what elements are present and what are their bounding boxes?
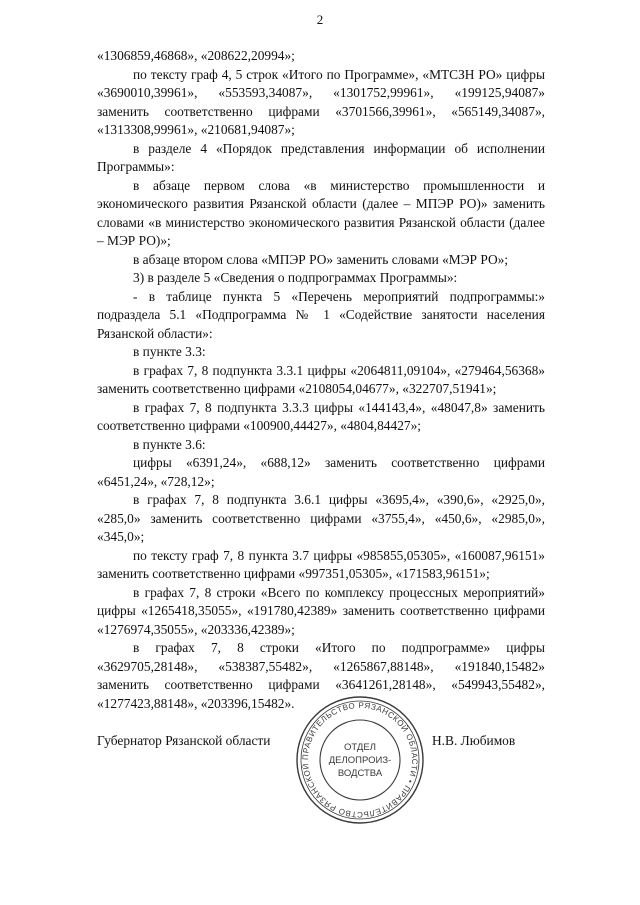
stamp-center-line-1: ОТДЕЛ — [344, 742, 376, 753]
paragraph: в графах 7, 8 подпункта 3.6.1 цифры «3695,4», «390,6», «2925,0», «285,0» заменить соответственно цифрами «3755,4», «450,6», «2985,0», «345,0»; — [97, 492, 545, 544]
document-body — [97, 47, 545, 713]
stamp-ring-text: ПРАВИТЕЛЬСТВО РЯЗАНСКОЙ ОБЛАСТИ • ПРАВИТЕЛЬСТВО РЯЗАНСКОЙ — [300, 700, 420, 820]
paragraph: в графах 7, 8 подпункта 3.3.3 цифры «144143,4», «48047,8» заменить соответственно цифрами «100900,44427», «4804,84427»; — [97, 399, 545, 433]
signatory-name: Н.В. Любимов — [432, 733, 516, 748]
paragraph: в графах 7, 8 строки «Итого по подпрограмме» цифры «3629705,28148», «538387,55482», «1265867,88148», «191840,15482» заменить соответственно цифрами «3641261,28148», «549943,55482», «1277423,88148», «203396,15482». — [97, 640, 545, 711]
paragraph: в пункте 3.6: — [133, 436, 206, 452]
stamp-center-line-2: ДЕЛОПРОИЗ- — [328, 755, 392, 766]
paragraph: в абзаце первом слова «в министерство промышленности и экономического развития Рязанской области (далее – МПЭР РО)» заменить словами «в министерство экономического развития Рязанской области (далее – МЭР РО)»; — [97, 177, 545, 248]
paragraph: - в таблице пункта 5 «Перечень мероприятий подпрограммы:» подраздела 5.1 «Подпрограмма № 1 «Содействие занятости населения Рязанской области»: — [97, 288, 545, 341]
paragraph: в абзаце втором слова «МПЭР РО» заменить словами «МЭР РО»; — [133, 251, 509, 267]
paragraph: по тексту граф 4, 5 строк «Итого по Программе», «МТСЗН РО» цифры «3690010,39961», «553593,34087», «1301752,99961», «199125,94087» заменить соответственно цифрами «3701566,39961», «565149,34087», «1313308,99961», «210681,94087»; — [97, 66, 545, 137]
signatory-role: Губернатор Рязанской области — [97, 733, 271, 748]
page-number: 2 — [316, 12, 324, 27]
paragraph: в разделе 4 «Порядок представления информации об исполнении Программы»: — [97, 140, 545, 174]
paragraph: «1306859,46868», «208622,20994»; — [97, 48, 295, 63]
paragraph: в графах 7, 8 подпункта 3.3.1 цифры «2064811,09104», «279464,56368» заменить соответственно цифрами «2108054,04677», «322707,51941»; — [97, 362, 545, 396]
stamp-seal-icon — [292, 692, 428, 828]
office-stamp — [292, 692, 428, 828]
paragraph: в пункте 3.3: — [133, 344, 206, 359]
paragraph: по тексту граф 7, 8 пункта 3.7 цифры «985855,05305», «160087,96151» заменить соответственно цифрами «997351,05305», «171583,96151»; — [97, 547, 545, 581]
paragraph: 3) в разделе 5 «Сведения о подпрограммах Программы»: — [133, 270, 458, 285]
stamp-center-line-3: ВОДСТВА — [337, 768, 383, 779]
paragraph: цифры «6391,24», «688,12» заменить соответственно цифрами «6451,24», «728,12»; — [97, 455, 545, 489]
paragraph: в графах 7, 8 строки «Всего по комплексу процессных мероприятий» цифры «1265418,35055», «191780,42389» заменить соответственно цифрами «1276974,35055», «203336,42389»; — [97, 584, 545, 637]
